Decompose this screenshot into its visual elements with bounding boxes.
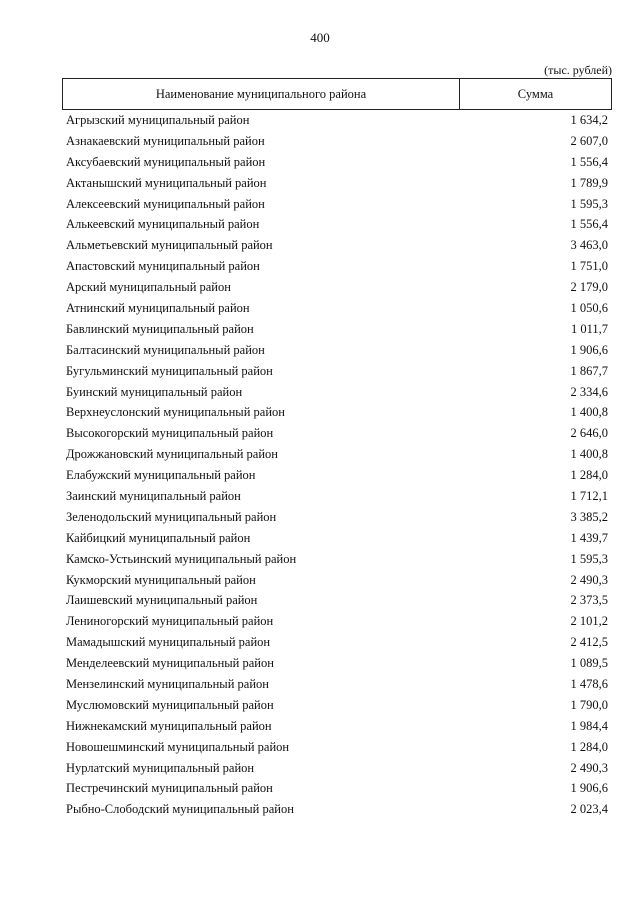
district-amount: 2 490,3 <box>570 760 608 775</box>
district-name: Камско-Устьинский муниципальный район <box>66 551 297 566</box>
district-amount: 1 556,4 <box>570 154 608 169</box>
table-row <box>66 507 608 528</box>
table-row <box>66 382 608 403</box>
district-name: Альметьевский муниципальный район <box>66 238 273 253</box>
table-row <box>66 340 608 361</box>
district-name: Муслюмовский муниципальный район <box>66 697 274 712</box>
district-name: Зеленодольский муниципальный район <box>66 509 277 524</box>
district-name: Алексеевский муниципальный район <box>66 196 265 211</box>
district-amount: 1 089,5 <box>570 656 608 671</box>
district-name: Бавлинский муниципальный район <box>66 321 254 336</box>
district-amount: 2 607,0 <box>570 133 608 148</box>
district-name: Заинский муниципальный район <box>66 488 241 503</box>
table-row <box>66 695 608 716</box>
district-name: Кайбицкий муниципальный район <box>66 530 251 545</box>
district-amount: 1 906,6 <box>570 781 608 796</box>
district-amount: 2 490,3 <box>570 572 608 587</box>
district-amount: 1 284,0 <box>570 468 608 483</box>
district-name: Нурлатский муниципальный район <box>66 760 255 775</box>
district-name: Атнинский муниципальный район <box>66 300 250 315</box>
district-name: Кукморский муниципальный район <box>66 572 256 587</box>
district-name: Агрызский муниципальный район <box>66 112 250 127</box>
district-amount: 1 284,0 <box>570 739 608 754</box>
district-amount: 1 595,3 <box>570 196 608 211</box>
district-amount: 1 478,6 <box>570 676 608 691</box>
district-name: Новошешминский муниципальный район <box>66 739 290 754</box>
table-row <box>66 361 608 382</box>
district-amount: 1 867,7 <box>570 363 608 378</box>
district-amount: 1 984,4 <box>570 718 608 733</box>
page-number: 400 <box>310 30 330 45</box>
table-row <box>66 653 608 674</box>
table-row <box>66 611 608 632</box>
district-amount: 1 050,6 <box>570 300 608 315</box>
district-amount: 2 023,4 <box>570 802 608 817</box>
district-amount: 3 385,2 <box>570 509 608 524</box>
district-name: Елабужский муниципальный район <box>66 468 256 483</box>
table-row <box>66 298 608 319</box>
district-amount: 1 400,8 <box>570 405 608 420</box>
column-header-name: Наименование муниципального района <box>63 79 460 109</box>
district-name: Актанышский муниципальный район <box>66 175 267 190</box>
table-row <box>66 758 608 779</box>
district-name: Пестречинский муниципальный район <box>66 781 273 796</box>
district-amount: 1 906,6 <box>570 342 608 357</box>
district-name: Бугульминский муниципальный район <box>66 363 273 378</box>
district-name: Верхнеуслонский муниципальный район <box>66 405 285 420</box>
district-amount: 1 595,3 <box>570 551 608 566</box>
table-row <box>66 737 608 758</box>
table-body <box>66 110 608 820</box>
district-amount: 1 712,1 <box>570 488 608 503</box>
table-row <box>66 465 608 486</box>
district-name: Дрожжановский муниципальный район <box>66 447 278 462</box>
units-label: (тыс. рублей) <box>544 63 612 77</box>
district-name: Арский муниципальный район <box>66 280 231 295</box>
table-row <box>66 444 608 465</box>
table-row <box>66 716 608 737</box>
table-row <box>66 528 608 549</box>
table-row <box>66 423 608 444</box>
district-amount: 1 634,2 <box>570 112 608 127</box>
district-amount: 2 334,6 <box>570 384 608 399</box>
district-name: Азнакаевский муниципальный район <box>66 133 265 148</box>
district-amount: 2 373,5 <box>570 593 608 608</box>
table-row <box>66 549 608 570</box>
table-row <box>66 214 608 235</box>
table-row <box>66 590 608 611</box>
district-amount: 1 790,0 <box>570 697 608 712</box>
table-row <box>66 632 608 653</box>
table-row <box>66 779 608 800</box>
district-name: Лаишевский муниципальный район <box>66 593 258 608</box>
table-header <box>62 78 612 110</box>
district-amount: 1 400,8 <box>570 447 608 462</box>
district-amount: 3 463,0 <box>570 238 608 253</box>
district-amount: 1 556,4 <box>570 217 608 232</box>
table-row <box>66 110 608 131</box>
district-name: Менделеевский муниципальный район <box>66 656 274 671</box>
column-header-amount: Сумма <box>517 86 554 101</box>
district-name: Мензелинский муниципальный район <box>66 676 269 691</box>
table-row <box>66 194 608 215</box>
table-row <box>66 674 608 695</box>
district-name: Алькеевский муниципальный район <box>66 217 260 232</box>
district-amount: 1 789,9 <box>570 175 608 190</box>
table-row <box>66 570 608 591</box>
district-name: Апастовский муниципальный район <box>66 259 260 274</box>
district-amount: 2 646,0 <box>570 426 608 441</box>
district-name: Мамадышский муниципальный район <box>66 635 271 650</box>
table-row <box>66 277 608 298</box>
district-amount: 1 011,7 <box>570 321 608 336</box>
district-amount: 1 751,0 <box>570 259 608 274</box>
table-row <box>66 152 608 173</box>
district-name: Высокогорский муниципальный район <box>66 426 274 441</box>
district-name: Рыбно-Слободский муниципальный район <box>66 802 294 817</box>
table-row <box>66 799 608 820</box>
district-name: Балтасинский муниципальный район <box>66 342 265 357</box>
table-row <box>66 235 608 256</box>
table-row <box>66 402 608 423</box>
district-name: Аксубаевский муниципальный район <box>66 154 266 169</box>
district-name: Нижнекамский муниципальный район <box>66 718 272 733</box>
table-row <box>66 486 608 507</box>
district-name: Лениногорский муниципальный район <box>66 614 274 629</box>
district-amount: 2 179,0 <box>570 280 608 295</box>
table-row <box>66 319 608 340</box>
table-row <box>66 173 608 194</box>
table-row <box>66 256 608 277</box>
district-amount: 2 101,2 <box>570 614 608 629</box>
district-name: Буинский муниципальный район <box>66 384 243 399</box>
table-row <box>66 131 608 152</box>
district-amount: 2 412,5 <box>570 635 608 650</box>
district-amount: 1 439,7 <box>570 530 608 545</box>
